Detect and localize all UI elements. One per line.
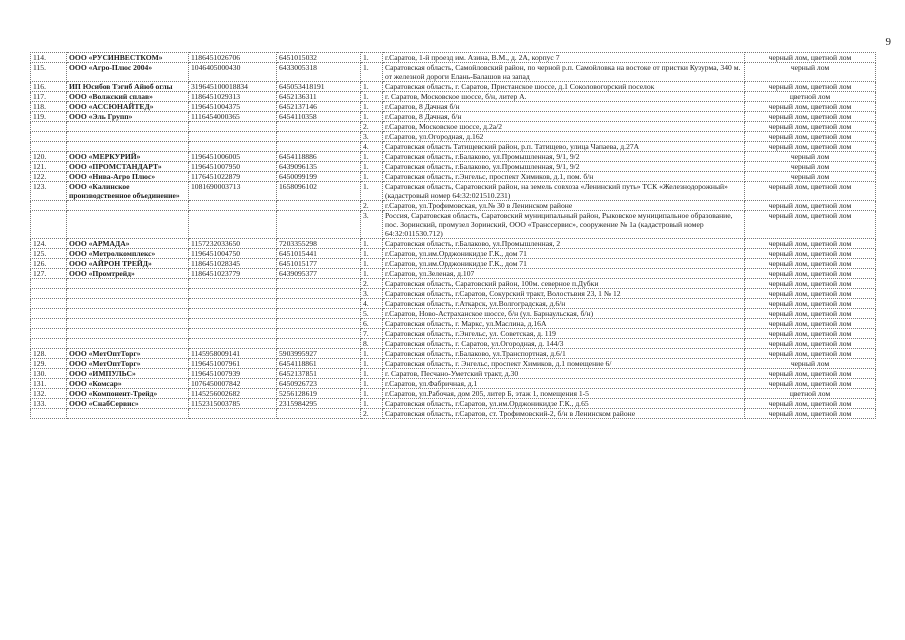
company-name: ИП Юсибов Тэгиб Айюб оглы xyxy=(67,82,189,92)
table-row xyxy=(31,389,876,399)
site-address: г.Саратов, ул.Фабричная, д.1 xyxy=(383,379,745,389)
inn xyxy=(277,409,361,419)
site-address: г.Саратов, 8 Дачная, б/н xyxy=(383,112,745,122)
site-address: Саратовская область, г. Саратов, Пристанское шоссе, д.1 Соколовогорский поселок xyxy=(383,82,745,92)
scrap-type: черный лом, цветной лом xyxy=(745,82,876,92)
scrap-type: черный лом, цветной лом xyxy=(745,182,876,201)
ogrn xyxy=(189,279,277,289)
ogrn: 1196451004375 xyxy=(189,102,277,112)
row-number xyxy=(31,309,67,319)
row-number xyxy=(31,201,67,211)
inn: 6454118886 xyxy=(277,152,361,162)
row-number: 128. xyxy=(31,349,67,359)
table-row xyxy=(31,369,876,379)
ogrn xyxy=(189,132,277,142)
ogrn: 1152315003785 xyxy=(189,399,277,409)
scrap-type: черный лом xyxy=(745,172,876,182)
site-number: 1. xyxy=(361,63,383,82)
table-row xyxy=(31,182,876,201)
company-name: ООО «МетОптТорг» xyxy=(67,359,189,369)
table-row xyxy=(31,172,876,182)
company-name: ООО «Промтрейд» xyxy=(67,269,189,279)
inn: 6454110358 xyxy=(277,112,361,122)
scrap-type: черный лом, цветной лом xyxy=(745,102,876,112)
inn: 6452137851 xyxy=(277,369,361,379)
scrap-type: черный лом, цветной лом xyxy=(745,299,876,309)
scrap-type: черный лом, цветной лом xyxy=(745,409,876,419)
site-number: 1. xyxy=(361,162,383,172)
ogrn xyxy=(189,201,277,211)
row-number: 132. xyxy=(31,389,67,399)
company-name: ООО «АССЮНАЙТЕД» xyxy=(67,102,189,112)
scrap-type: черный лом, цветной лом xyxy=(745,259,876,269)
inn: 7203355298 xyxy=(277,239,361,249)
site-address: Саратовская область, г.Балаково, ул.Промышленная, 2 xyxy=(383,239,745,249)
inn: 5903995927 xyxy=(277,349,361,359)
site-address: Россия, Саратовская область, Саратовский муниципальный район, Рыковское муниципальное образование, пос. Зоринский, промузел Зоринский, ООО «Транссервис», сооружение № 1а (кадастровый номер 64:32:011530.712) xyxy=(383,211,745,239)
table-row xyxy=(31,349,876,359)
row-number: 120. xyxy=(31,152,67,162)
inn: 6451015032 xyxy=(277,53,361,63)
scrap-type: черный лом, цветной лом xyxy=(745,132,876,142)
site-address: Саратовская область, г.Энгельс, ул. Советская, д. 119 xyxy=(383,329,745,339)
ogrn xyxy=(189,211,277,239)
ogrn: 1196451007961 xyxy=(189,359,277,369)
table-row xyxy=(31,269,876,279)
table-row xyxy=(31,142,876,152)
inn: 645053418191 xyxy=(277,82,361,92)
ogrn xyxy=(189,289,277,299)
table-row xyxy=(31,279,876,289)
row-number: 126. xyxy=(31,259,67,269)
row-number: 127. xyxy=(31,269,67,279)
scrap-type: черный лом, цветной лом xyxy=(745,211,876,239)
inn: 2315984295 xyxy=(277,399,361,409)
row-number: 125. xyxy=(31,249,67,259)
row-number xyxy=(31,339,67,349)
scrap-type: черный лом, цветной лом xyxy=(745,399,876,409)
inn xyxy=(277,309,361,319)
row-number: 130. xyxy=(31,369,67,379)
site-number: 7. xyxy=(361,329,383,339)
site-number: 2. xyxy=(361,122,383,132)
site-number: 1. xyxy=(361,53,383,63)
ogrn xyxy=(189,319,277,329)
scrap-type: черный лом, цветной лом xyxy=(745,279,876,289)
row-number: 131. xyxy=(31,379,67,389)
site-address: г.Саратов, ул.им.Орджоникидзе Г.К., дом 71 xyxy=(383,249,745,259)
site-address: г.Саратов, ул.Трофимовская, ул.№ 30 в Ленинском районе xyxy=(383,201,745,211)
row-number xyxy=(31,122,67,132)
site-number: 1. xyxy=(361,259,383,269)
site-address: г.Саратов, ул.Рабочая, дом 205, литер Б, этаж 1, помещения 1-5 xyxy=(383,389,745,399)
company-name: ООО «МетОптТорг» xyxy=(67,349,189,359)
company-name xyxy=(67,319,189,329)
company-name xyxy=(67,211,189,239)
company-name: ООО «АЙРОН ТРЕЙД» xyxy=(67,259,189,269)
company-name xyxy=(67,201,189,211)
company-name xyxy=(67,309,189,319)
row-number: 129. xyxy=(31,359,67,369)
row-number: 116. xyxy=(31,82,67,92)
company-name xyxy=(67,299,189,309)
scrap-type: черный лом, цветной лом xyxy=(745,112,876,122)
site-number: 1. xyxy=(361,239,383,249)
site-address: г.Саратов, 1-й проезд им. Азина, В.М., д. 2А, корпус 7 xyxy=(383,53,745,63)
ogrn xyxy=(189,299,277,309)
ogrn xyxy=(189,309,277,319)
scrap-type: черный лом, цветной лом xyxy=(745,349,876,359)
table-row xyxy=(31,309,876,319)
row-number: 121. xyxy=(31,162,67,172)
table-row xyxy=(31,112,876,122)
site-number: 8. xyxy=(361,339,383,349)
site-number: 3. xyxy=(361,211,383,239)
inn: 1658096102 xyxy=(277,182,361,201)
ogrn: 1196451006005 xyxy=(189,152,277,162)
row-number: 115. xyxy=(31,63,67,82)
inn xyxy=(277,329,361,339)
page-number: 9 xyxy=(885,36,891,48)
inn: 6439096135 xyxy=(277,162,361,172)
company-name: ООО «АРМАДА» xyxy=(67,239,189,249)
company-name: ООО «Нива-Агро Плюс» xyxy=(67,172,189,182)
table-row xyxy=(31,339,876,349)
ogrn xyxy=(189,339,277,349)
row-number: 118. xyxy=(31,102,67,112)
scrap-type: черный лом, цветной лом xyxy=(745,142,876,152)
inn: 6450926723 xyxy=(277,379,361,389)
row-number xyxy=(31,299,67,309)
ogrn: 1116454000365 xyxy=(189,112,277,122)
site-number: 1. xyxy=(361,399,383,409)
table-row xyxy=(31,379,876,389)
company-name xyxy=(67,409,189,419)
table-row xyxy=(31,409,876,419)
site-number: 1. xyxy=(361,379,383,389)
scrap-type: черный лом, цветной лом xyxy=(745,201,876,211)
table-row xyxy=(31,82,876,92)
scrap-type: черный лом, цветной лом xyxy=(745,379,876,389)
site-address: Саратовская область, г.Энгельс, проспект Химиков, д.1, пом. б/н xyxy=(383,172,745,182)
ogrn: 1145958009141 xyxy=(189,349,277,359)
site-number: 1. xyxy=(361,152,383,162)
table-row xyxy=(31,211,876,239)
table-row xyxy=(31,152,876,162)
row-number xyxy=(31,132,67,142)
scrap-type: черный лом xyxy=(745,359,876,369)
table-row xyxy=(31,249,876,259)
company-name: ООО «ИМПУЛЬС» xyxy=(67,369,189,379)
row-number: 133. xyxy=(31,399,67,409)
row-number xyxy=(31,142,67,152)
table-row xyxy=(31,92,876,102)
scrap-type: черный лом, цветной лом xyxy=(745,122,876,132)
inn: 5256128619 xyxy=(277,389,361,399)
site-number: 4. xyxy=(361,299,383,309)
scrap-type: черный лом, цветной лом xyxy=(745,269,876,279)
table-row xyxy=(31,239,876,249)
inn xyxy=(277,289,361,299)
company-name xyxy=(67,142,189,152)
inn xyxy=(277,279,361,289)
scrap-type: черный лом, цветной лом xyxy=(745,53,876,63)
row-number: 117. xyxy=(31,92,67,102)
site-address: Саратовская область, г.Балаково, ул.Транспортная, д.6/1 xyxy=(383,349,745,359)
row-number xyxy=(31,319,67,329)
company-name: ООО «Агро-Плюс 2004» xyxy=(67,63,189,82)
site-number: 4. xyxy=(361,142,383,152)
scrap-type: черный лом, цветной лом xyxy=(745,329,876,339)
company-name: ООО «Компонент-Трейд» xyxy=(67,389,189,399)
site-address: Саратовская область, г.Саратов, ул.им.Орджоникидзе Г.К., д.65 xyxy=(383,399,745,409)
scrap-type: черный лом, цветной лом xyxy=(745,239,876,249)
table-row xyxy=(31,299,876,309)
inn xyxy=(277,201,361,211)
table-row xyxy=(31,289,876,299)
row-number xyxy=(31,289,67,299)
site-address: Саратовская область, Саратовский район, 100м. северное п.Дубки xyxy=(383,279,745,289)
site-address: Саратовская область, г. Саратов, ул.Огородная, д. 144/3 xyxy=(383,339,745,349)
ogrn: 1081690003713 xyxy=(189,182,277,201)
row-number: 122. xyxy=(31,172,67,182)
site-number: 1. xyxy=(361,82,383,92)
table-row xyxy=(31,201,876,211)
ogrn: 1186451028345 xyxy=(189,259,277,269)
site-number: 1. xyxy=(361,349,383,359)
table-row xyxy=(31,162,876,172)
company-name: ООО «ПРОМСТАНДАРТ» xyxy=(67,162,189,172)
company-name: ООО «Метролкомплекс» xyxy=(67,249,189,259)
site-number: 1. xyxy=(361,369,383,379)
table-row xyxy=(31,102,876,112)
registry-table xyxy=(30,52,876,419)
site-address: г.Саратов, ул.Зеленая, д.107 xyxy=(383,269,745,279)
inn xyxy=(277,132,361,142)
site-address: Саратовская область, Самойловский район, по черной р.п. Самойловка на востоке от пристки Кузурма, 340 м. от железной дороги Елань-Балашов на запад xyxy=(383,63,745,82)
inn: 6454118861 xyxy=(277,359,361,369)
company-name: ООО «Комсар» xyxy=(67,379,189,389)
table-row xyxy=(31,132,876,142)
ogrn xyxy=(189,122,277,132)
site-address: г.Саратов, 8 Дачная б/н xyxy=(383,102,745,112)
company-name: ООО «СнабСервис» xyxy=(67,399,189,409)
ogrn: 1186451026706 xyxy=(189,53,277,63)
row-number: 114. xyxy=(31,53,67,63)
site-address: г.Саратов, Ново-Астраханское шоссе, б/н (ул. Барнаульская, б/н) xyxy=(383,309,745,319)
ogrn: 1157232033650 xyxy=(189,239,277,249)
site-address: Саратовская область, г.Аткарск, ул.Волгоградская, д.6/н xyxy=(383,299,745,309)
company-name: ООО «Эль Групп» xyxy=(67,112,189,122)
inn: 6433005318 xyxy=(277,63,361,82)
row-number: 124. xyxy=(31,239,67,249)
table-row xyxy=(31,53,876,63)
site-number: 1. xyxy=(361,359,383,369)
ogrn: 1145256002682 xyxy=(189,389,277,399)
company-name xyxy=(67,279,189,289)
table-row xyxy=(31,319,876,329)
site-address: г. Саратов, Песчано-Уметский тракт, д.30 xyxy=(383,369,745,379)
table-row xyxy=(31,329,876,339)
scrap-type: черный лом, цветной лом xyxy=(745,289,876,299)
site-number: 2. xyxy=(361,409,383,419)
row-number: 123. xyxy=(31,182,67,201)
ogrn: 1046405000430 xyxy=(189,63,277,82)
scrap-type: черный лом, цветной лом xyxy=(745,339,876,349)
site-address: Саратовская область, г.Балаково, ул.Промышленная, 9/1, 9/2 xyxy=(383,162,745,172)
site-address: г.Саратов, ул.им.Орджоникидзе Г.К., дом 71 xyxy=(383,259,745,269)
inn: 6439095377 xyxy=(277,269,361,279)
site-number: 1. xyxy=(361,269,383,279)
inn xyxy=(277,211,361,239)
scrap-type: черный лом, цветной лом xyxy=(745,309,876,319)
company-name: ООО «Волжский сплав» xyxy=(67,92,189,102)
table-row xyxy=(31,399,876,409)
site-address: Саратовская область Татищевский район, р.п. Татищево, улица Чапаева, д.27А xyxy=(383,142,745,152)
site-number: 3. xyxy=(361,132,383,142)
scrap-type: черный лом xyxy=(745,152,876,162)
ogrn: 1176451022879 xyxy=(189,172,277,182)
inn xyxy=(277,122,361,132)
ogrn: 1186451029313 xyxy=(189,92,277,102)
company-name xyxy=(67,339,189,349)
scrap-type: черный лом xyxy=(745,63,876,82)
site-address: г. Саратов, Московское шоссе, б/н, литер А. xyxy=(383,92,745,102)
site-number: 5. xyxy=(361,309,383,319)
inn: 6450099199 xyxy=(277,172,361,182)
ogrn xyxy=(189,409,277,419)
table-row xyxy=(31,122,876,132)
site-address: г.Саратов, Московское шоссе, д.2а/2 xyxy=(383,122,745,132)
row-number xyxy=(31,279,67,289)
site-address: Саратовская область, г.Саратов, ст. Трофимовский-2, б/н в Ленинском районе xyxy=(383,409,745,419)
site-address: г.Саратов, ул.Огородная, д.162 xyxy=(383,132,745,142)
inn xyxy=(277,319,361,329)
scrap-type: черный лом xyxy=(745,162,876,172)
company-name xyxy=(67,329,189,339)
inn: 6451015177 xyxy=(277,259,361,269)
scrap-type: черный лом, цветной лом xyxy=(745,249,876,259)
ogrn: 1076450007842 xyxy=(189,379,277,389)
table-row xyxy=(31,259,876,269)
site-number: 1. xyxy=(361,182,383,201)
ogrn: 1196451007950 xyxy=(189,162,277,172)
table-row xyxy=(31,63,876,82)
row-number xyxy=(31,329,67,339)
ogrn: 1196451007939 xyxy=(189,369,277,379)
site-number: 1. xyxy=(361,92,383,102)
site-number: 1. xyxy=(361,102,383,112)
ogrn xyxy=(189,142,277,152)
site-number: 3. xyxy=(361,289,383,299)
ogrn: 1186451023779 xyxy=(189,269,277,279)
site-number: 1. xyxy=(361,249,383,259)
inn xyxy=(277,299,361,309)
site-address: Саратовская область, г. Энгельс, проспект Химиков, д.1 помещение 6/ xyxy=(383,359,745,369)
inn xyxy=(277,142,361,152)
inn: 6451015441 xyxy=(277,249,361,259)
site-address: Саратовская область, г. Маркс, ул.Маслина, д.16А xyxy=(383,319,745,329)
company-name xyxy=(67,289,189,299)
site-number: 2. xyxy=(361,279,383,289)
site-number: 1. xyxy=(361,389,383,399)
row-number: 119. xyxy=(31,112,67,122)
scrap-type: цветной лом xyxy=(745,92,876,102)
site-number: 1. xyxy=(361,172,383,182)
company-name xyxy=(67,132,189,142)
row-number xyxy=(31,211,67,239)
site-number: 6. xyxy=(361,319,383,329)
ogrn xyxy=(189,329,277,339)
site-number: 2. xyxy=(361,201,383,211)
site-address: Саратовская область, г.Саратов, Сокурский тракт, Волостьвия 23, 1 № 12 xyxy=(383,289,745,299)
scrap-type: черный лом, цветной лом xyxy=(745,319,876,329)
site-number: 1. xyxy=(361,112,383,122)
inn: 6452137146 xyxy=(277,102,361,112)
scrap-type: черный лом, цветной лом xyxy=(745,369,876,379)
company-name: ООО «Калинское производственное объединение» xyxy=(67,182,189,201)
site-address: Саратовская область, г.Балаково, ул.Промышленная, 9/1, 9/2 xyxy=(383,152,745,162)
inn xyxy=(277,339,361,349)
row-number xyxy=(31,409,67,419)
inn: 6452136311 xyxy=(277,92,361,102)
site-address: Саратовская область, Саратовский район, на земель совхоза «Ленинский путь» ТСК «Железнодорожный» (кадастровый номер 64:32:021510.231) xyxy=(383,182,745,201)
table-row xyxy=(31,359,876,369)
company-name: ООО «МЕРКУРИЙ» xyxy=(67,152,189,162)
ogrn: 1196451004750 xyxy=(189,249,277,259)
ogrn: 319645100018834 xyxy=(189,82,277,92)
scrap-type: цветной лом xyxy=(745,389,876,399)
company-name: ООО «РУСИНВЕСТКОМ» xyxy=(67,53,189,63)
company-name xyxy=(67,122,189,132)
